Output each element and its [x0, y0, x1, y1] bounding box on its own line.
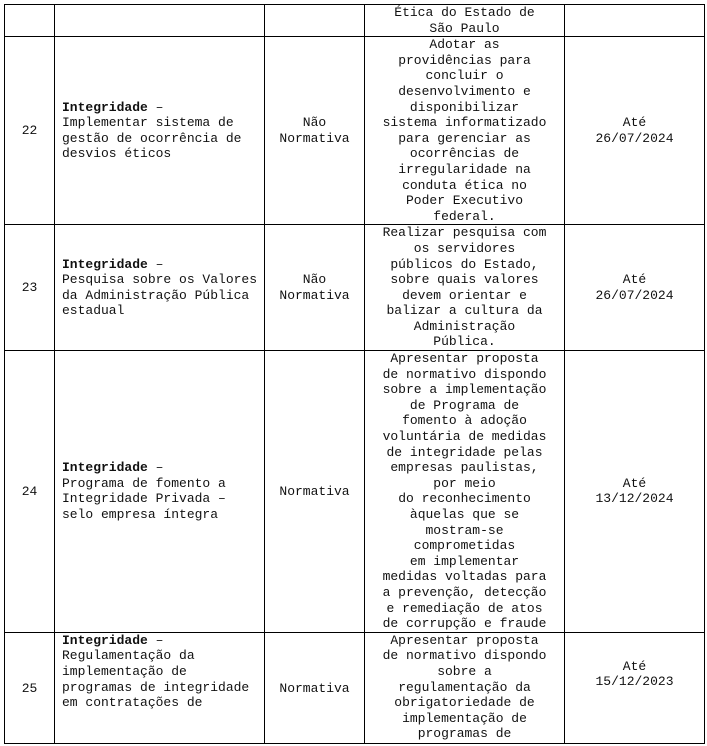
item-description: Ética do Estado de São Paulo	[365, 5, 565, 37]
item-type: Não Normativa	[265, 225, 365, 351]
item-deadline	[565, 632, 705, 743]
item-subject-title: Integridade	[62, 632, 148, 648]
item-description: Realizar pesquisa com os servidores públicos do Estado, sobre quais valores devem orientar e balizar a cultura da Administração Pública.	[365, 225, 565, 351]
table-row	[5, 632, 705, 743]
item-subject: Integridade – Pesquisa sobre os Valores da Administração Pública estadual	[55, 225, 265, 351]
item-subject: Integridade – Implementar sistema de gestão de ocorrência de desvios éticos	[55, 37, 265, 225]
item-deadline: Até 26/07/2024	[565, 37, 705, 225]
item-subject: Integridade – Regulamentação da implementação de programas de integridade em contratações de	[55, 632, 265, 743]
item-subject	[55, 5, 265, 37]
item-subject: Integridade – Programa de fomento a Integridade Privada – selo empresa íntegra	[55, 351, 265, 633]
plan-table	[4, 4, 705, 744]
item-deadline: Até 13/12/2024	[565, 351, 705, 633]
item-number: 22	[5, 37, 55, 225]
item-subject-text: Implementar sistema de gestão de ocorrência de desvios éticos	[62, 115, 242, 162]
item-type	[265, 632, 365, 743]
item-type-text: Normativa	[279, 680, 350, 696]
item-number: 23	[5, 225, 55, 351]
item-description: Apresentar proposta de normativo dispondo sobre a implementação de Programa de fomento à adoção voluntária de medidas de integridade pelas empresas paulistas, por meio do reconhecimento àquelas que se mostram-se comprometidas em implementar medidas voltadas para a prevenção, detecção e remediação de atos de corrupção e fraude	[365, 351, 565, 633]
item-subject-title: Integridade	[62, 99, 148, 115]
item-number-text: 25	[21, 680, 38, 696]
item-subject-title: Integridade	[62, 256, 148, 272]
table-row	[5, 351, 705, 633]
table-row	[5, 5, 705, 37]
item-subject-text: Regulamentação da implementação de programas de integridade em contratações de	[62, 648, 250, 711]
item-number	[5, 632, 55, 743]
item-description: Apresentar proposta de normativo dispondo sobre a regulamentação da obrigatoriedade de implementação de programas de	[365, 632, 565, 743]
item-deadline: Até 26/07/2024	[565, 225, 705, 351]
item-deadline	[565, 5, 705, 37]
table-row	[5, 37, 705, 225]
item-type: Normativa	[265, 351, 365, 633]
item-subject-title: Integridade	[62, 460, 148, 476]
item-subject-text: Pesquisa sobre os Valores da Administração Pública estadual	[62, 272, 258, 319]
table-row	[5, 225, 705, 351]
item-deadline-text: Até 15/12/2023	[595, 658, 674, 690]
item-number: 24	[5, 351, 55, 633]
item-number	[5, 5, 55, 37]
item-type: Não Normativa	[265, 37, 365, 225]
item-description: Adotar as providências para concluir o desenvolvimento e disponibilizar sistema informatizado para gerenciar as ocorrências de irregularidade na conduta ética no Poder Executivo federal.	[365, 37, 565, 225]
item-type	[265, 5, 365, 37]
item-subject-text: Programa de fomento a Integridade Privada – selo empresa íntegra	[62, 475, 226, 522]
